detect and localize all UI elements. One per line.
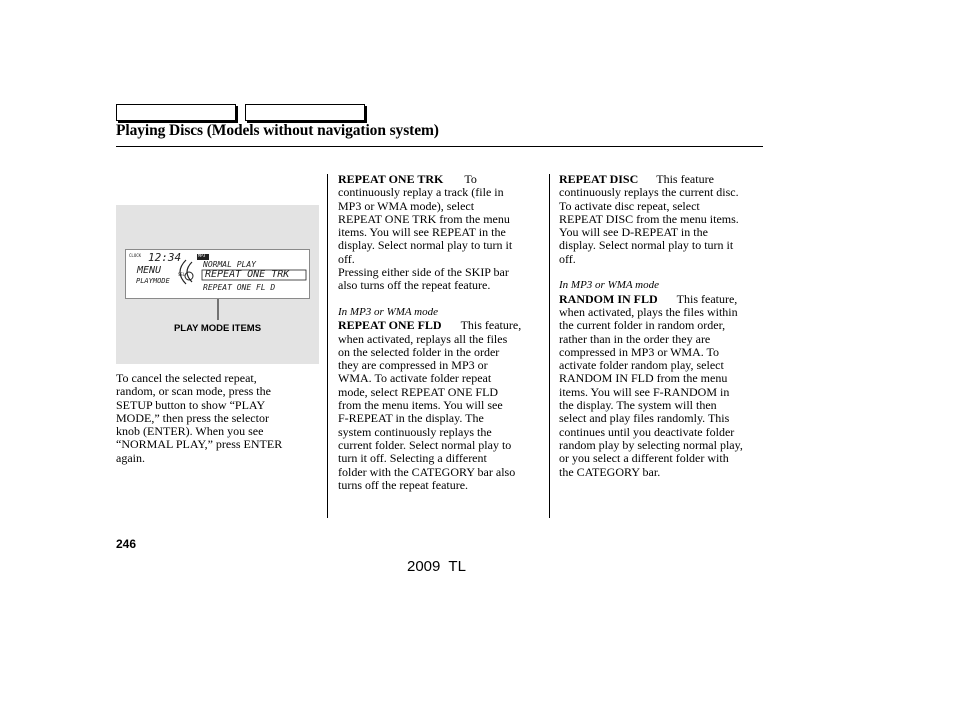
page-number: 246 — [116, 537, 137, 551]
text-run: This feature — [656, 172, 714, 186]
text-run: This feature, — [460, 318, 522, 333]
mode-note: In MP3 or WMA mode — [338, 305, 438, 318]
text-line: random, or scan mode, press the — [116, 384, 271, 399]
section-heading-line — [559, 293, 774, 306]
play-mode-figure — [116, 205, 319, 364]
text-line: on the selected folder in the order — [338, 344, 500, 359]
text-line: Pressing either side of the SKIP bar — [338, 265, 509, 280]
column-1 — [116, 372, 321, 465]
display-line-repeat-one-trk: REPEAT ONE TRK — [205, 269, 290, 280]
display-sel: SEL — [178, 272, 186, 277]
display-menu: MENU — [137, 265, 162, 276]
text-line: continuously replays the current disc. — [559, 185, 739, 200]
text-line: activate folder random play, select — [559, 358, 724, 373]
heading-repeat-disc: REPEAT DISC — [559, 172, 639, 186]
section-heading-line — [559, 173, 774, 186]
text-line: off. — [338, 251, 355, 266]
text-line: items. You will see REPEAT in the — [338, 225, 506, 240]
text-line: RANDOM IN FLD from the menu — [559, 371, 728, 386]
header-tab-2 — [245, 104, 365, 121]
text-line: display. Select normal play to turn it — [559, 238, 734, 253]
text-line: REPEAT ONE TRK from the menu — [338, 211, 510, 226]
clock-label: CLOCK — [129, 253, 142, 258]
display-playmode: PLAYMODE — [136, 277, 170, 285]
text-line: knob (ENTER). When you see — [116, 424, 264, 439]
mode-note: In MP3 or WMA mode — [559, 279, 659, 292]
text-line: REPEAT DISC from the menu items. — [559, 211, 739, 226]
pointer-line — [116, 205, 319, 364]
text-line: F-REPEAT in the display. The — [338, 411, 484, 426]
mp3-badge: MP3 — [198, 253, 206, 258]
text-line: the CATEGORY bar. — [559, 464, 661, 479]
text-run: This feature, — [676, 291, 738, 306]
text-line: mode, select REPEAT ONE FLD — [338, 384, 499, 399]
section-heading-line — [338, 319, 548, 332]
column-3 — [559, 173, 774, 479]
text-line: display. Select normal play to turn it — [338, 238, 513, 253]
text-line: select and play files randomly. This — [559, 411, 730, 426]
text-line: turns off the repeat feature. — [338, 477, 469, 492]
heading-repeat-one-trk: REPEAT ONE TRK — [338, 172, 444, 186]
text-line: WMA. To activate folder repeat — [338, 371, 492, 386]
column-2 — [338, 173, 548, 492]
text-line: To activate disc repeat, select — [559, 198, 700, 213]
text-line: system continuously replays the — [338, 424, 492, 439]
page-title: Playing Discs (Models without navigation system) — [116, 122, 439, 139]
text-line: off. — [559, 251, 576, 266]
text-line: SETUP button to show “PLAY — [116, 397, 266, 412]
text-line: folder with the CATEGORY bar also — [338, 464, 516, 479]
text-line: To cancel the selected repeat, — [116, 371, 257, 385]
text-line: rather than in the order they are — [559, 331, 711, 346]
figure-caption: PLAY MODE ITEMS — [173, 323, 262, 334]
display-line-normal-play: NORMAL PLAY — [203, 260, 256, 269]
footer-model-year: 2009 TL — [407, 558, 466, 575]
heading-random-in-fld: RANDOM IN FLD — [559, 291, 658, 306]
text-line: You will see D-REPEAT in the — [559, 225, 708, 240]
header-tab-1 — [116, 104, 236, 121]
clock-time: 12:34 — [148, 251, 182, 264]
text-line: when activated, replays all the files — [338, 331, 508, 346]
text-line: MP3 or WMA mode), select — [338, 198, 475, 213]
text-line: from the menu items. You will see — [338, 398, 503, 413]
title-rule — [116, 146, 763, 147]
text-line: compressed in MP3 or WMA. To — [559, 344, 720, 359]
text-line: or you select a different folder with — [559, 451, 729, 466]
display-line-repeat-one-fld: REPEAT ONE FL D — [203, 283, 276, 292]
text-line: again. — [116, 450, 145, 465]
section-heading-line — [338, 173, 548, 186]
text-run: To — [464, 172, 477, 186]
column-divider-2 — [549, 174, 550, 518]
text-line: when activated, plays the files within — [559, 304, 738, 319]
text-line: random play by selecting normal play, — [559, 437, 743, 452]
text-line: also turns off the repeat feature. — [338, 278, 491, 293]
heading-repeat-one-fld: REPEAT ONE FLD — [338, 318, 442, 333]
text-line: continues until you deactivate folder — [559, 424, 735, 439]
text-line: MODE,” then press the selector — [116, 410, 269, 425]
text-line: turn it off. Selecting a different — [338, 451, 487, 466]
text-line: the display. The system will then — [559, 398, 717, 413]
text-line: current folder. Select normal play to — [338, 437, 512, 452]
text-line: they are compressed in MP3 or — [338, 358, 488, 373]
text-line: items. You will see F-RANDOM in — [559, 384, 730, 399]
text-line: the current folder in random order, — [559, 318, 726, 333]
text-line: “NORMAL PLAY,” press ENTER — [116, 437, 283, 452]
text-line: continuously replay a track (file in — [338, 185, 504, 200]
column-divider-1 — [327, 174, 328, 518]
